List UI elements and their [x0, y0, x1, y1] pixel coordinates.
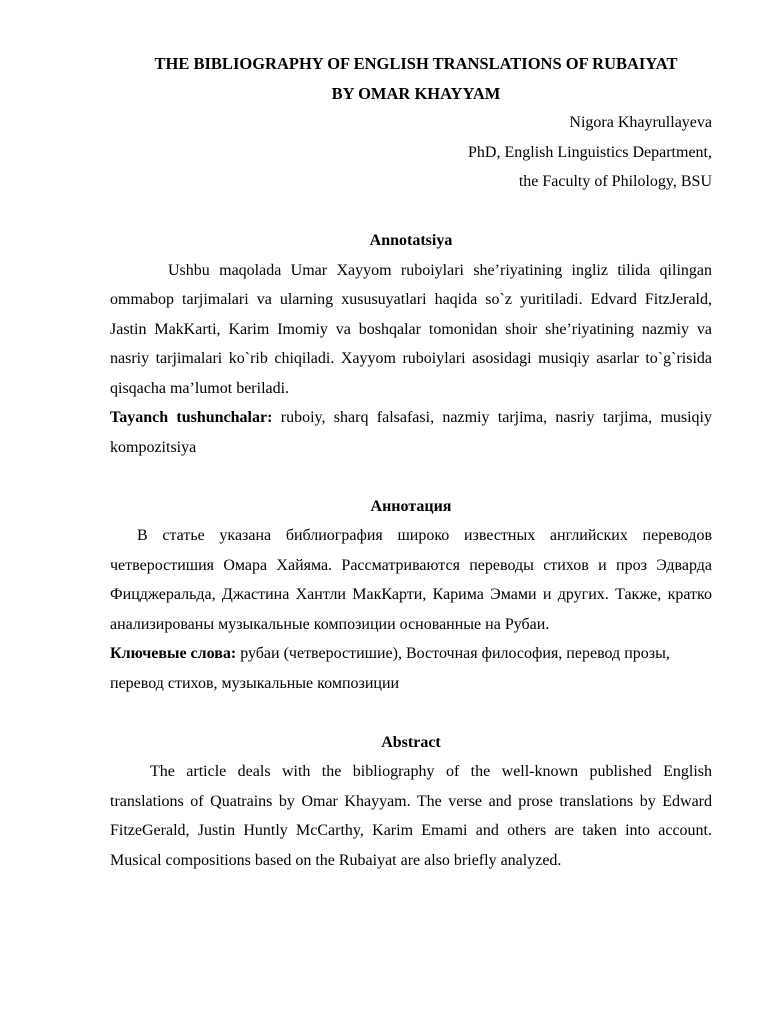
uzbek-annotation-body: Ushbu maqolada Umar Xayyom ruboiylari she’riyatining ingliz tilida qilingan ommabop tarjimalari va ularning xususuyatlari haqida so`z yuritiladi. Edvard FitzJerald, Jastin MakKarti, Karim Imomiy va boshqalar tomonidan shoir she’riyatining nazmiy va nasriy tarjimalari ko`rib chiqiladi. Xayyom ruboiylari asosidagi musiqiy asarlar to`g`risida qisqacha ma’lumot beriladi. — [110, 261, 712, 397]
uzbek-keywords-text: ruboiy, sharq falsafasi, nazmiy tarjima, nasriy tarjima, musiqiy kompozitsiya — [110, 409, 713, 456]
uzbek-annotation-heading: Annotatsiya — [369, 232, 453, 249]
uzbek-annotation-section — [110, 226, 712, 462]
russian-annotation-section — [110, 492, 712, 699]
author-affiliation: the Faculty of Philology, BSU — [518, 173, 712, 190]
article-title-line-1: THE BIBLIOGRAPHY OF ENGLISH TRANSLATIONS OF RUBAIYAT — [154, 54, 678, 73]
author-position: PhD, English Linguistics Department, — [468, 143, 712, 161]
author-block — [110, 108, 712, 197]
russian-annotation-heading: Аннотация — [370, 497, 452, 515]
article-title-line-2: BY OMAR KHAYYAM — [331, 83, 501, 103]
russian-annotation-body: В статье указана библиография широко известных английских переводов четверостишия Омара Хайяма. Рассматриваются переводы стихов и проз Эдварда Фицджеральда, Джастина Хантли МакКарти, Карима Эмами и других. Также, кратко анализированы музыкальные композиции основанные на Рубаи. — [110, 527, 712, 633]
russian-keywords — [110, 639, 712, 698]
article-title — [120, 49, 712, 108]
english-abstract-body: The article deals with the bibliography of the well-known published English translations of Quatrains by Omar Khayyam. The verse and prose translations by Edward FitzeGerald, Justin Huntly McCarthy, Karim Emami and others are taken into account. Musical compositions based on the Rubaiyat are also briefly analyzed. — [110, 763, 712, 869]
uzbek-keywords-label: Tayanch tushunchalar: — [110, 409, 273, 426]
russian-keywords-text: рубаи (четверостишие), Восточная философия, перевод прозы, перевод стихов, музыкальные композиции — [110, 645, 670, 692]
author-name: Nigora Khayrullayeva — [569, 114, 712, 131]
uzbek-keywords — [110, 403, 712, 462]
russian-keywords-label: Ключевые слова: — [110, 645, 237, 662]
english-abstract-section — [110, 728, 712, 876]
english-abstract-heading: Abstract — [381, 733, 441, 751]
